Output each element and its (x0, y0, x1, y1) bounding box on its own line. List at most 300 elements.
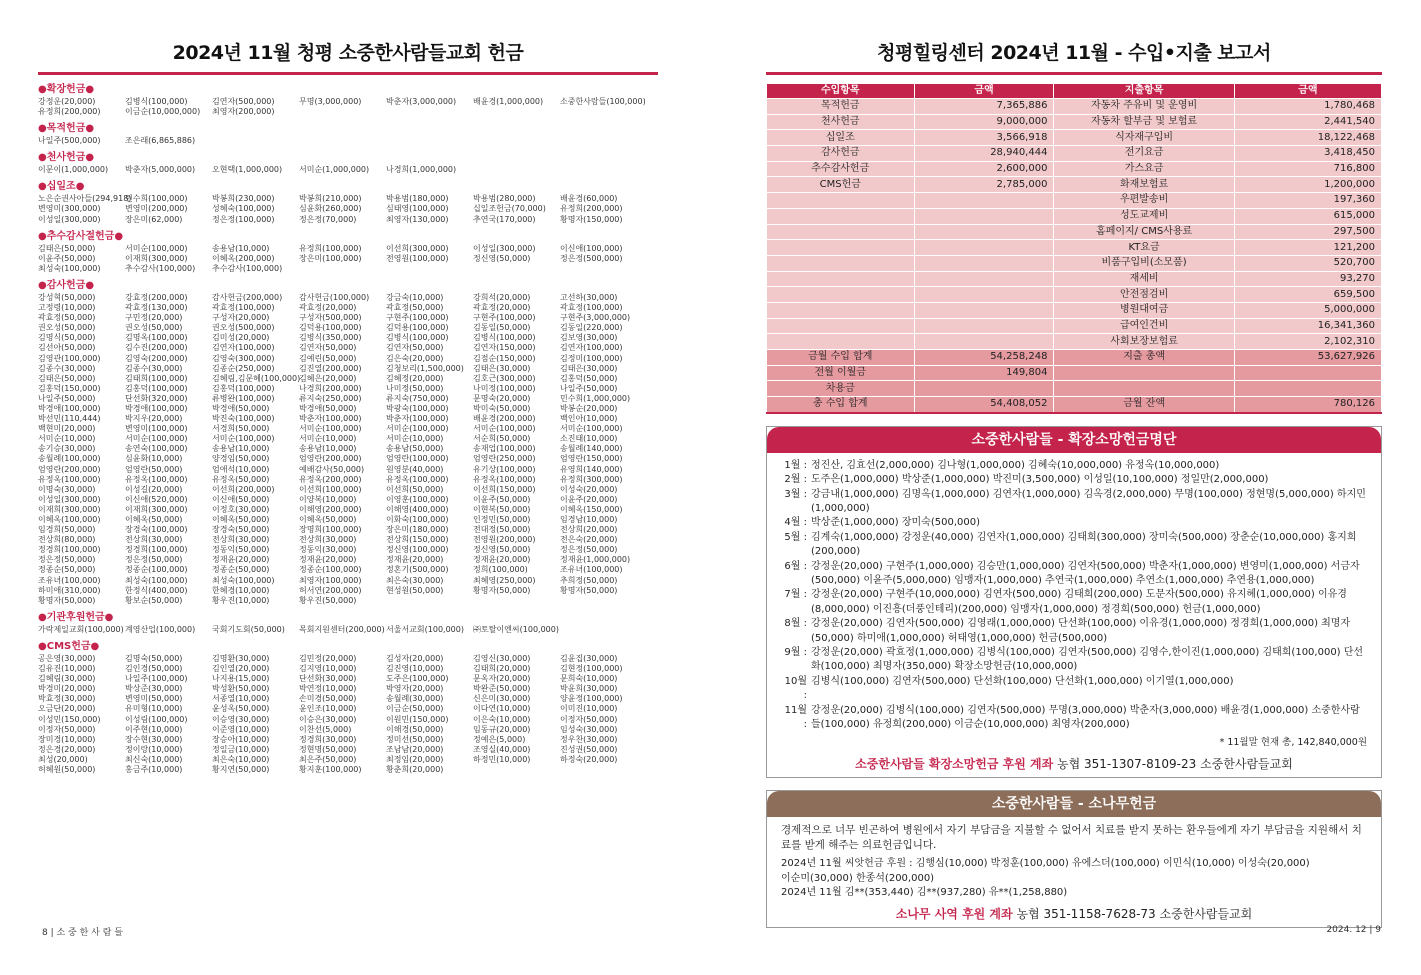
item-cell: 화재보험료 (1054, 177, 1234, 193)
donor-grid (38, 244, 658, 274)
donor-entry: 이선희(200,000) (212, 484, 275, 494)
donor-entry: 박연정(10,000) (299, 684, 357, 694)
donor-entry: 유정옥(200,000) (299, 474, 362, 484)
donor-entry: 박선민(110,444) (38, 414, 101, 424)
item-cell (767, 271, 915, 287)
title-rule (766, 72, 1382, 75)
donor-entry: 이정자(50,000) (38, 724, 96, 734)
donor-entry: 정일금(10,000) (212, 744, 270, 754)
donor-entry: 배윤경(1,000,000) (473, 97, 544, 106)
donor-entry: 임경남(10,000) (560, 515, 618, 524)
item-cell (767, 334, 915, 350)
table-row (767, 334, 1382, 350)
offering-section (38, 180, 658, 224)
donor-entry: 소진태(10,000) (560, 434, 618, 444)
donor-entry: 조유녀(100,000) (38, 575, 101, 585)
donor-entry: 도주은(100,000) (386, 674, 449, 684)
item-cell: 전월 이월금 (767, 365, 915, 381)
donor-entry: 배윤경(200,000) (473, 414, 536, 424)
donor-entry: 나일주(100,000) (125, 674, 188, 684)
donor-entry: 추수감사(100,000) (212, 263, 283, 273)
item-cell: 추수감사헌금 (767, 161, 915, 177)
month-row (781, 459, 1367, 473)
donor-entry: 박지우(20,000) (125, 414, 183, 424)
donor-entry: 서미순(100,000) (299, 424, 362, 434)
donor-entry: 박진숙(100,000) (212, 414, 275, 424)
donor-entry: 장수현(30,000) (125, 734, 183, 744)
donor-entry: 변영미(200,000) (125, 204, 188, 214)
month-label: 11월 : (784, 704, 807, 731)
month-label: 10월 : (784, 675, 807, 702)
donor-entry: 노은순권사아들(294,918) (38, 194, 132, 204)
amount-cell: 615,000 (1234, 208, 1381, 224)
donor-entry: 장은미(100,000) (299, 253, 362, 263)
donor-entry: 송월례(30,000) (386, 694, 444, 704)
seed-offering-line: 2024년 11월 씨앗헌금 후원 : 김행심(10,000) 박정훈(100,000) 유에스더(100,000) 이민식(10,000) 이성숙(20,000) (781, 858, 1310, 870)
item-cell: 금월 잔액 (1054, 397, 1234, 413)
donor-entry: 김홍덕(100,000) (212, 383, 275, 393)
donor-entry: 이신애(50,000) (212, 494, 270, 504)
section-heading: ●확장헌금● (38, 84, 95, 95)
donor-entry: 정종순(50,000) (212, 565, 270, 575)
header-cell: 지출항목 (1054, 84, 1234, 99)
donor-entry: 가락제일교회(100,000) (38, 624, 124, 634)
total-note: * 11월말 현재 총, 142,840,000원 (1219, 737, 1367, 749)
donor-entry: 국회기도회(50,000) (212, 624, 285, 634)
amount-cell: 780,126 (1234, 397, 1381, 413)
donor-entry: 임동규(20,000) (473, 724, 531, 734)
donor-entry: 허서연(200,000) (299, 585, 362, 595)
donor-entry: 예배감사(50,000) (299, 464, 365, 474)
donor-entry: 정현명(50,000) (299, 744, 357, 754)
donor-entry: 황지연(50,000) (212, 764, 270, 774)
finance-header-row (767, 84, 1382, 99)
donor-entry: 곽효정(100,000) (212, 303, 275, 313)
donor-entry: 송용남(10,000) (212, 444, 270, 454)
donor-entry: 김보영(30,000) (560, 333, 618, 343)
donor-entry: 임경희(50,000) (38, 525, 96, 535)
donor-grid (38, 293, 658, 606)
donor-entry: 단선화(30,000) (299, 674, 357, 684)
account-value: 농협 351-1158-7628-73 소중한사람들교회 (1016, 906, 1253, 921)
right-page (766, 36, 1382, 956)
offering-section (38, 230, 658, 274)
item-cell: 금월 수입 합계 (767, 350, 915, 366)
donor-entry: 정종순(100,000) (299, 565, 362, 575)
donor-entry: 엄영란(200,000) (299, 454, 362, 464)
donor-entry: 조유녀(100,000) (560, 565, 623, 575)
offering-section (38, 640, 658, 775)
donor-entry: 이영훈(100,000) (386, 494, 449, 504)
donor-entry: 문희숙(10,000) (560, 674, 618, 684)
donor-entry: 김선아(50,000) (38, 343, 96, 353)
donor-entry: 정종순(100,000) (125, 565, 188, 575)
amount-cell: 2,441,540 (1234, 114, 1381, 130)
month-label: 8월 : (784, 618, 807, 630)
item-cell (767, 208, 915, 224)
donor-entry: 최은주(50,000) (299, 754, 357, 764)
donor-entry: 원영분(40,000) (386, 464, 444, 474)
donor-entry: 김인경(50,000) (125, 664, 183, 674)
donor-entry: 나경희(1,000,000) (386, 165, 457, 175)
donor-entry: 정신영(50,000) (473, 253, 531, 263)
donor-entry: 이승영(30,000) (212, 714, 270, 724)
donor-entry: 황지훈(100,000) (299, 764, 362, 774)
month-row (781, 488, 1367, 517)
donor-entry: 김병식(350,000) (299, 333, 362, 343)
donor-entry: 김덕용(100,000) (386, 323, 449, 333)
donor-entry: 단선화(320,000) (125, 393, 188, 403)
item-cell: 총 수입 합계 (767, 397, 915, 413)
right-footer: 2024. 12 | 9 (1326, 925, 1381, 935)
donor-entry: 최영자(200,000) (212, 107, 275, 117)
donor-entry: 한정식(400,000) (125, 585, 188, 595)
amount-cell (1234, 365, 1381, 381)
amount-cell: 3,566,918 (914, 130, 1054, 146)
donor-grid (38, 97, 658, 117)
table-row (767, 255, 1382, 271)
item-cell: 사회보장보험료 (1054, 334, 1234, 350)
amount-cell (914, 255, 1054, 271)
table-row (767, 146, 1382, 162)
donor-entry: 김진영(10,000) (386, 664, 444, 674)
donor-entry: 나지용(15,000) (212, 674, 270, 684)
month-row (781, 560, 1367, 589)
table-row (767, 193, 1382, 209)
item-cell (767, 255, 915, 271)
section-heading: ●감사헌금● (38, 279, 95, 291)
donor-entry: 김종수(30,000) (38, 363, 96, 373)
donor-entry: 임성숙(30,000) (560, 724, 618, 734)
donor-entry: 황명자(150,000) (560, 214, 623, 224)
finance-body (767, 99, 1382, 413)
donor-entry: 정신영(100,000) (386, 545, 449, 555)
donor-entry: 류지숙(250,000) (299, 393, 362, 403)
donor-entry: 변영미(50,000) (125, 694, 183, 704)
donor-entry: 전상희(150,000) (386, 535, 449, 545)
donor-entry: 서미순(1,000,000) (299, 165, 370, 175)
table-row (767, 114, 1382, 130)
donor-entry: 최성(20,000) (38, 754, 88, 764)
donor-entry: 최성숙(100,000) (125, 575, 188, 585)
donor-entry: 정재윤(1,000,000) (560, 555, 631, 565)
item-cell (767, 224, 915, 240)
donor-entry: 정은정(50,000) (38, 555, 96, 565)
donor-entry: 전상희(30,000) (299, 535, 357, 545)
donor-entry: 김홍덕(150,000) (38, 383, 101, 393)
table-row (767, 240, 1382, 256)
donor-entry: 이다연(10,000) (473, 704, 531, 714)
donor-entry: 현성원(50,000) (386, 585, 444, 595)
donor-entry: 전은숙(20,000) (560, 535, 618, 545)
finance-table (766, 83, 1382, 414)
donor-entry: 구성자(500,000) (299, 313, 362, 323)
donor-entry: 이윤주(50,000) (473, 494, 531, 504)
donor-entry: 서경희(50,000) (212, 424, 270, 434)
header-cell: 금액 (1234, 84, 1381, 99)
donor-entry: 추수감사(100,000) (125, 263, 196, 273)
donor-entry: 이양복(10,000) (299, 494, 357, 504)
account-value: 농협 351-1307-8109-23 소중한사람들교회 (1057, 756, 1293, 771)
month-donors: 강정운(20,000) 곽효정(1,000,000) 김병식(100,000) 김연자(500,000) 김영수,한이진(1,000,000) 김태희(100,000) 단선화(100,000) 최명자(350,000) 확장소망헌금(10,000,000) (811, 647, 1364, 673)
amount-cell: 659,500 (1234, 287, 1381, 303)
donor-entry: 이신애(520,000) (125, 494, 188, 504)
donor-entry: 장경숙(50,000) (212, 525, 270, 535)
donor-entry: 이해영(200,000) (299, 504, 362, 514)
donor-entry: 이금순(50,000) (386, 704, 444, 714)
left-page (38, 36, 658, 956)
amount-cell: 16,341,360 (1234, 318, 1381, 334)
item-cell: 목적헌금 (767, 99, 915, 115)
donor-entry: 이성림(100,000) (125, 714, 188, 724)
month-row (781, 704, 1367, 733)
donor-entry: 김명숙(50,000) (125, 653, 183, 663)
donor-entry: 최정임(20,000) (386, 754, 444, 764)
donor-entry: 박성환(50,000) (212, 684, 270, 694)
donor-entry: 김혜림,김문혜(100,000) (212, 373, 301, 383)
donor-entry: 박춘자(100,000) (386, 414, 449, 424)
donor-entry: 박영자(20,000) (386, 684, 444, 694)
item-cell (1054, 365, 1234, 381)
donor-entry: 김수진(200,000) (125, 343, 188, 353)
donor-entry: 서미순(100,000) (125, 434, 188, 444)
donor-entry: 계영산업(100,000) (125, 624, 196, 634)
donor-entry: 유기상(100,000) (473, 464, 536, 474)
donor-entry: 정희(100,000) (473, 565, 528, 575)
donor-entry: 정종순(50,000) (38, 565, 96, 575)
donor-entry: 허혜원(50,000) (38, 764, 96, 774)
donor-entry: 강금숙(10,000) (386, 292, 444, 302)
donor-entry: 이정자(50,000) (560, 714, 618, 724)
donor-entry: 김태은(50,000) (38, 373, 96, 383)
offering-section (38, 279, 658, 606)
donor-entry: 이해영(400,000) (386, 504, 449, 514)
donor-entry: 조영실(40,000) (473, 744, 531, 754)
item-cell: 십일조 (767, 130, 915, 146)
donor-entry: 이윤주(20,000) (560, 494, 618, 504)
left-page-title: 2024년 11월 청평 소중한사람들교회 헌금 (172, 42, 524, 64)
donor-entry: 유정옥(100,000) (38, 474, 101, 484)
table-row (767, 302, 1382, 318)
donor-entry: 박춘자(100,000) (299, 414, 362, 424)
donor-entry: 송용남(50,000) (386, 444, 444, 454)
donor-entry: 박용범(280,000) (473, 194, 536, 204)
donor-entry: 정은경(20,000) (38, 744, 96, 754)
left-footer: 8 | 소 중 한 사 람 들 (42, 928, 123, 938)
donor-entry: 유정옥(100,000) (473, 474, 536, 484)
month-donors: 강정운(20,000) 김연자(500,000) 김영래(1,000,000) 단선화(100,000) 이유경(1,000,000) 정경희(1,000,000) 최명자(50,000) 하미애(1,000,000) 허태영(1,000,000) 헌금(500,000) (811, 618, 1351, 644)
donor-entry: 이신애(100,000) (560, 243, 623, 253)
donor-entry: 유정희(200,000) (560, 204, 623, 214)
monthly-list (781, 459, 1367, 733)
donor-entry: 정경희(30,000) (299, 734, 357, 744)
donor-entry: 이선희(300,000) (386, 243, 449, 253)
donor-entry: 이명숙(30,000) (38, 484, 96, 494)
expansion-account (781, 757, 1367, 771)
donor-entry: 구현주(100,000) (386, 313, 449, 323)
donor-entry: 류지숙(750,000) (386, 393, 449, 403)
month-row (781, 473, 1367, 487)
donor-entry: 김영신(30,000) (473, 653, 531, 663)
item-cell: 비품구입비(소모품) (1054, 255, 1234, 271)
donor-entry: 유정옥(100,000) (125, 474, 188, 484)
table-row (767, 99, 1382, 115)
donor-entry: 김인열(20,000) (212, 664, 270, 674)
donor-entry: 장경숙(100,000) (125, 525, 188, 535)
item-cell (767, 193, 915, 209)
donor-entry: 김연자(500,000) (212, 97, 275, 106)
donor-entry: 곽효정(20,000) (299, 303, 357, 313)
donor-entry: 엄영란(200,000) (38, 464, 101, 474)
table-row (767, 287, 1382, 303)
month-donors: 강금내(1,000,000) 김명옥(1,000,000) 김연자(1,000,000) 김옥경(2,000,000) 무명(100,000) 정현명(5,000,000) 하지민(1,000,000) (811, 488, 1366, 514)
donor-entry: 이성길(20,000) (125, 484, 183, 494)
table-row (767, 208, 1382, 224)
donor-entry: 송월례(100,000) (38, 454, 101, 464)
donor-entry: 최영자(130,000) (386, 214, 449, 224)
donor-entry: 추연국(170,000) (473, 214, 536, 224)
donor-entry: 고선하(30,000) (560, 292, 618, 302)
donor-entry: 황우진(50,000) (299, 595, 357, 605)
amount-cell: 121,200 (1234, 240, 1381, 256)
section-heading: ●천사헌금● (38, 152, 95, 164)
item-cell: 지출 총액 (1054, 350, 1234, 366)
header-cell: 금액 (914, 84, 1054, 99)
item-cell (767, 287, 915, 303)
donor-entry: 정신영(50,000) (473, 545, 531, 555)
item-cell: 안전점검비 (1054, 287, 1234, 303)
donor-entry: 이성민(150,000) (38, 714, 101, 724)
donor-entry: 나일주(50,000) (38, 393, 96, 403)
expansion-offering-box (766, 426, 1382, 779)
amount-cell: 2,785,000 (914, 177, 1054, 193)
item-cell (767, 318, 915, 334)
donor-entry: 장승아(10,000) (212, 734, 270, 744)
amount-cell: 1,780,468 (1234, 99, 1381, 115)
donor-entry: 이금순(10,000,000) (125, 107, 201, 117)
donor-entry: 김명환(30,000) (212, 653, 270, 663)
item-cell: 성도교제비 (1054, 208, 1234, 224)
donor-entry: 박미숙(50,000) (473, 403, 531, 413)
donor-entry: 송기승(30,000) (38, 444, 96, 454)
donor-entry: 정경희(100,000) (125, 545, 188, 555)
month-row (781, 516, 1367, 530)
donor-entry: 박상준(30,000) (125, 684, 183, 694)
amount-cell: 149,804 (914, 365, 1054, 381)
expansion-offering-body (767, 453, 1381, 778)
donor-entry: 서미순(100,000) (125, 243, 188, 253)
table-row (767, 397, 1382, 413)
donor-entry: 김혜은(20,000) (299, 373, 357, 383)
donor-entry: 권오성(50,000) (38, 323, 96, 333)
donor-entry: 이성일(300,000) (38, 494, 101, 504)
month-row (781, 531, 1367, 560)
section-heading: ●기관후원헌금● (38, 611, 114, 623)
donor-entry: 신은미(30,000) (473, 694, 531, 704)
donor-entry: 한혜경(10,000) (212, 585, 270, 595)
donor-entry: 김연자(50,000) (299, 343, 357, 353)
donor-entry: 하정민(10,000) (473, 754, 531, 764)
month-label: 2월 : (784, 474, 807, 486)
pine-offering-body (767, 817, 1381, 927)
amount-cell (914, 208, 1054, 224)
amount-cell (914, 271, 1054, 287)
item-cell: 차용금 (767, 381, 915, 397)
donor-entry: 엄영란(150,000) (560, 454, 623, 464)
donor-entry: 이혜옥(100,000) (38, 515, 101, 524)
donor-entry: 박경애(100,000) (38, 403, 101, 413)
donor-entry: 이정호(30,000) (212, 504, 270, 514)
item-cell: 식자재구입비 (1054, 130, 1234, 146)
donor-entry: 홍금주(10,000) (125, 764, 183, 774)
donor-entry: 구현주(100,000) (473, 313, 536, 323)
donor-entry: 김진열(200,000) (299, 363, 362, 373)
account-label: 소중한사람들 확장소망헌금 후원 계좌 (855, 756, 1054, 771)
donor-entry: 이문이(1,000,000) (38, 165, 109, 175)
donor-entry: 양윤정(100,000) (560, 694, 623, 704)
donor-entry: 정동익(30,000) (299, 545, 357, 555)
donor-entry: 박경애(50,000) (212, 403, 270, 413)
donor-entry: 전상희(20,000) (560, 525, 618, 535)
donor-grid (38, 654, 658, 775)
donor-entry: 이혜옥(50,000) (299, 515, 357, 524)
donor-entry: 정은정(50,000) (125, 555, 183, 565)
item-cell (1054, 381, 1234, 397)
donor-entry: 김명옥(100,000) (125, 333, 188, 343)
donor-entry: 박경애(100,000) (125, 403, 188, 413)
donor-entry: 김정미(100,000) (560, 353, 623, 363)
donor-entry: 이혜옥(50,000) (212, 515, 270, 524)
donor-entry: 이선희(100,000) (299, 484, 362, 494)
donor-entry: 유정희(100,000) (299, 243, 362, 253)
donor-entry: 양경임(50,000) (212, 454, 270, 464)
donor-entry: 백인아(10,000) (560, 414, 618, 424)
donor-entry: 정혼기(500,000) (386, 565, 449, 575)
account-label: 소나무 사역 후원 계좌 (895, 906, 1013, 921)
donor-entry: 나일주(50,000) (560, 383, 618, 393)
donor-entry: 유미형(10,000) (125, 704, 183, 714)
item-cell: 감사헌금 (767, 146, 915, 162)
title-rule (38, 72, 658, 75)
table-row (767, 350, 1382, 366)
donor-entry: 김태은(30,000) (473, 363, 531, 373)
amount-cell: 3,418,450 (1234, 146, 1381, 162)
item-cell: 천사헌금 (767, 114, 915, 130)
donor-entry: 이현복(50,000) (473, 504, 531, 514)
donor-entry: 하미애(310,000) (38, 585, 101, 595)
donor-entry: 윤인조(10,000) (299, 704, 357, 714)
donor-entry: 진성권(50,000) (560, 744, 618, 754)
donor-entry: 강성혁(50,000) (38, 292, 96, 302)
donor-entry: 구성자(20,000) (212, 313, 270, 323)
donor-entry: 백현미(20,000) (38, 424, 96, 434)
month-donors: 도주은(1,000,000) 박상준(1,000,000) 박진미(3,500,000) 이성일(10,100,000) 정일만(2,000,000) (811, 474, 1269, 486)
donor-entry: 인정민(50,000) (473, 515, 531, 524)
item-cell (767, 240, 915, 256)
donor-entry: 서미순(10,000) (38, 434, 96, 444)
donor-entry: 공은영(30,000) (38, 653, 96, 663)
donor-entry: 민수희(100,000) (125, 194, 188, 204)
donor-entry: 장미경(10,000) (38, 734, 96, 744)
item-cell: 가스요금 (1054, 161, 1234, 177)
month-donors: 강정운(20,000) 김병식(100,000) 김연자(500,000) 무명(3,000,000) 박춘자(3,000,000) 배윤경(1,000,000) 소중한사람들(100,000) 유정희(200,000) 이금순(10,000,000) 최영자(200,000) (811, 704, 1360, 731)
donor-entry: ㈜토탈이엔씨(100,000) (473, 624, 559, 634)
donor-entry: 최신숙(10,000) (125, 754, 183, 764)
donor-entry: 곽효정(20,000) (473, 303, 531, 313)
item-cell: 전기요금 (1054, 146, 1234, 162)
table-row (767, 381, 1382, 397)
donor-entry: 김동일(220,000) (560, 323, 623, 333)
